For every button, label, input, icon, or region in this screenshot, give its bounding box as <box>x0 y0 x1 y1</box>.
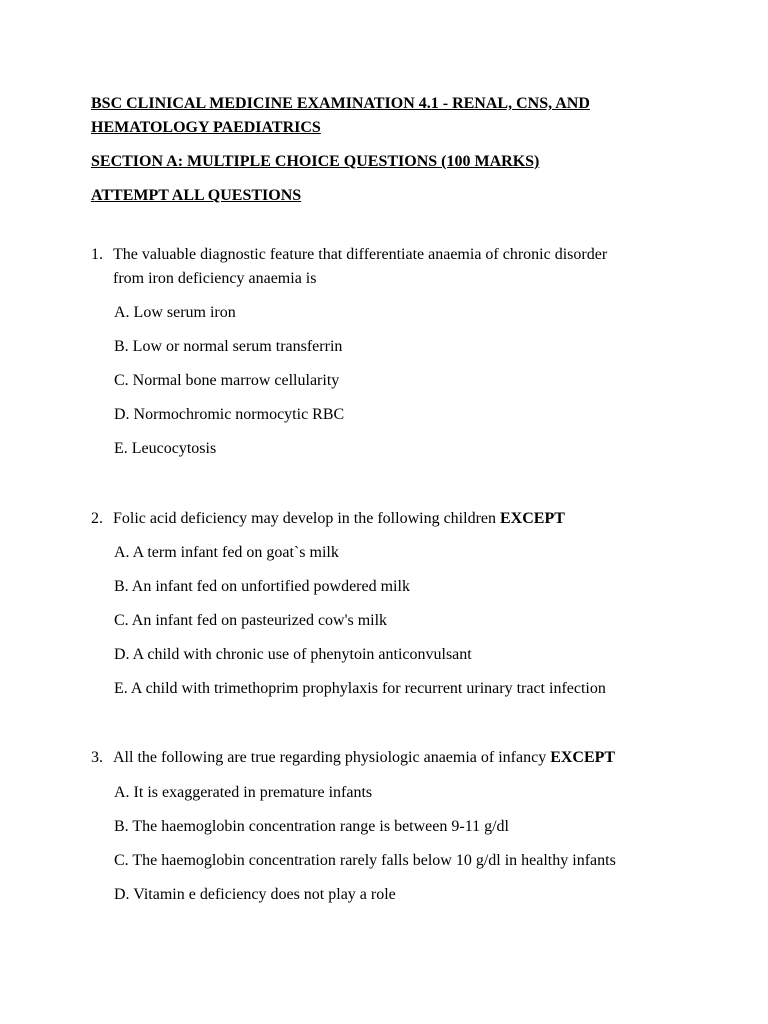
question-text <box>113 507 673 531</box>
question-number: 3. <box>91 749 103 766</box>
question-text-line: from iron deficiency anaemia is <box>113 270 317 287</box>
question-number: 2. <box>91 510 103 527</box>
question-3 <box>91 746 671 770</box>
option-3c: C. The haemoglobin concentration rarely falls below 10 g/dl in healthy infants <box>114 852 616 869</box>
section-heading: SECTION A: MULTIPLE CHOICE QUESTIONS (100 MARKS) <box>91 153 540 170</box>
option-3d: D. Vitamin e deficiency does not play a role <box>114 886 396 903</box>
question-text-line: The valuable diagnostic feature that differentiate anaemia of chronic disorder <box>113 246 608 263</box>
option-1a: A. Low serum iron <box>114 304 236 321</box>
question-number: 1. <box>91 246 103 263</box>
question-1 <box>91 243 671 291</box>
option-2b: B. An infant fed on unfortified powdered milk <box>114 578 410 595</box>
option-3b: B. The haemoglobin concentration range is between 9-11 g/dl <box>114 818 509 835</box>
option-2c: C. An infant fed on pasteurized cow's milk <box>114 612 388 629</box>
question-text <box>113 243 673 291</box>
except-keyword: EXCEPT <box>500 510 565 527</box>
option-3a: A. It is exaggerated in premature infants <box>114 784 373 801</box>
exam-title-line1: BSC CLINICAL MEDICINE EXAMINATION 4.1 - RENAL, CNS, AND <box>91 95 590 112</box>
option-1d: D. Normochromic normocytic RBC <box>114 406 345 423</box>
option-2a: A. A term infant fed on goat`s milk <box>114 544 339 561</box>
option-1c: C. Normal bone marrow cellularity <box>114 372 340 389</box>
option-2d: D. A child with chronic use of phenytoin anticonvulsant <box>114 646 472 663</box>
instruction-heading: ATTEMPT ALL QUESTIONS <box>91 187 302 204</box>
option-1e: E. Leucocytosis <box>114 440 217 457</box>
question-text-body: All the following are true regarding physiologic anaemia of infancy <box>113 749 551 766</box>
option-1b: B. Low or normal serum transferrin <box>114 338 343 355</box>
option-2e: E. A child with trimethoprim prophylaxis for recurrent urinary tract infection <box>114 680 606 697</box>
except-keyword: EXCEPT <box>550 749 616 766</box>
question-text-body: Folic acid deficiency may develop in the following children <box>113 510 500 527</box>
exam-title-line2: HEMATOLOGY PAEDIATRICS <box>91 119 321 136</box>
question-text <box>113 746 673 770</box>
question-2 <box>91 507 671 531</box>
